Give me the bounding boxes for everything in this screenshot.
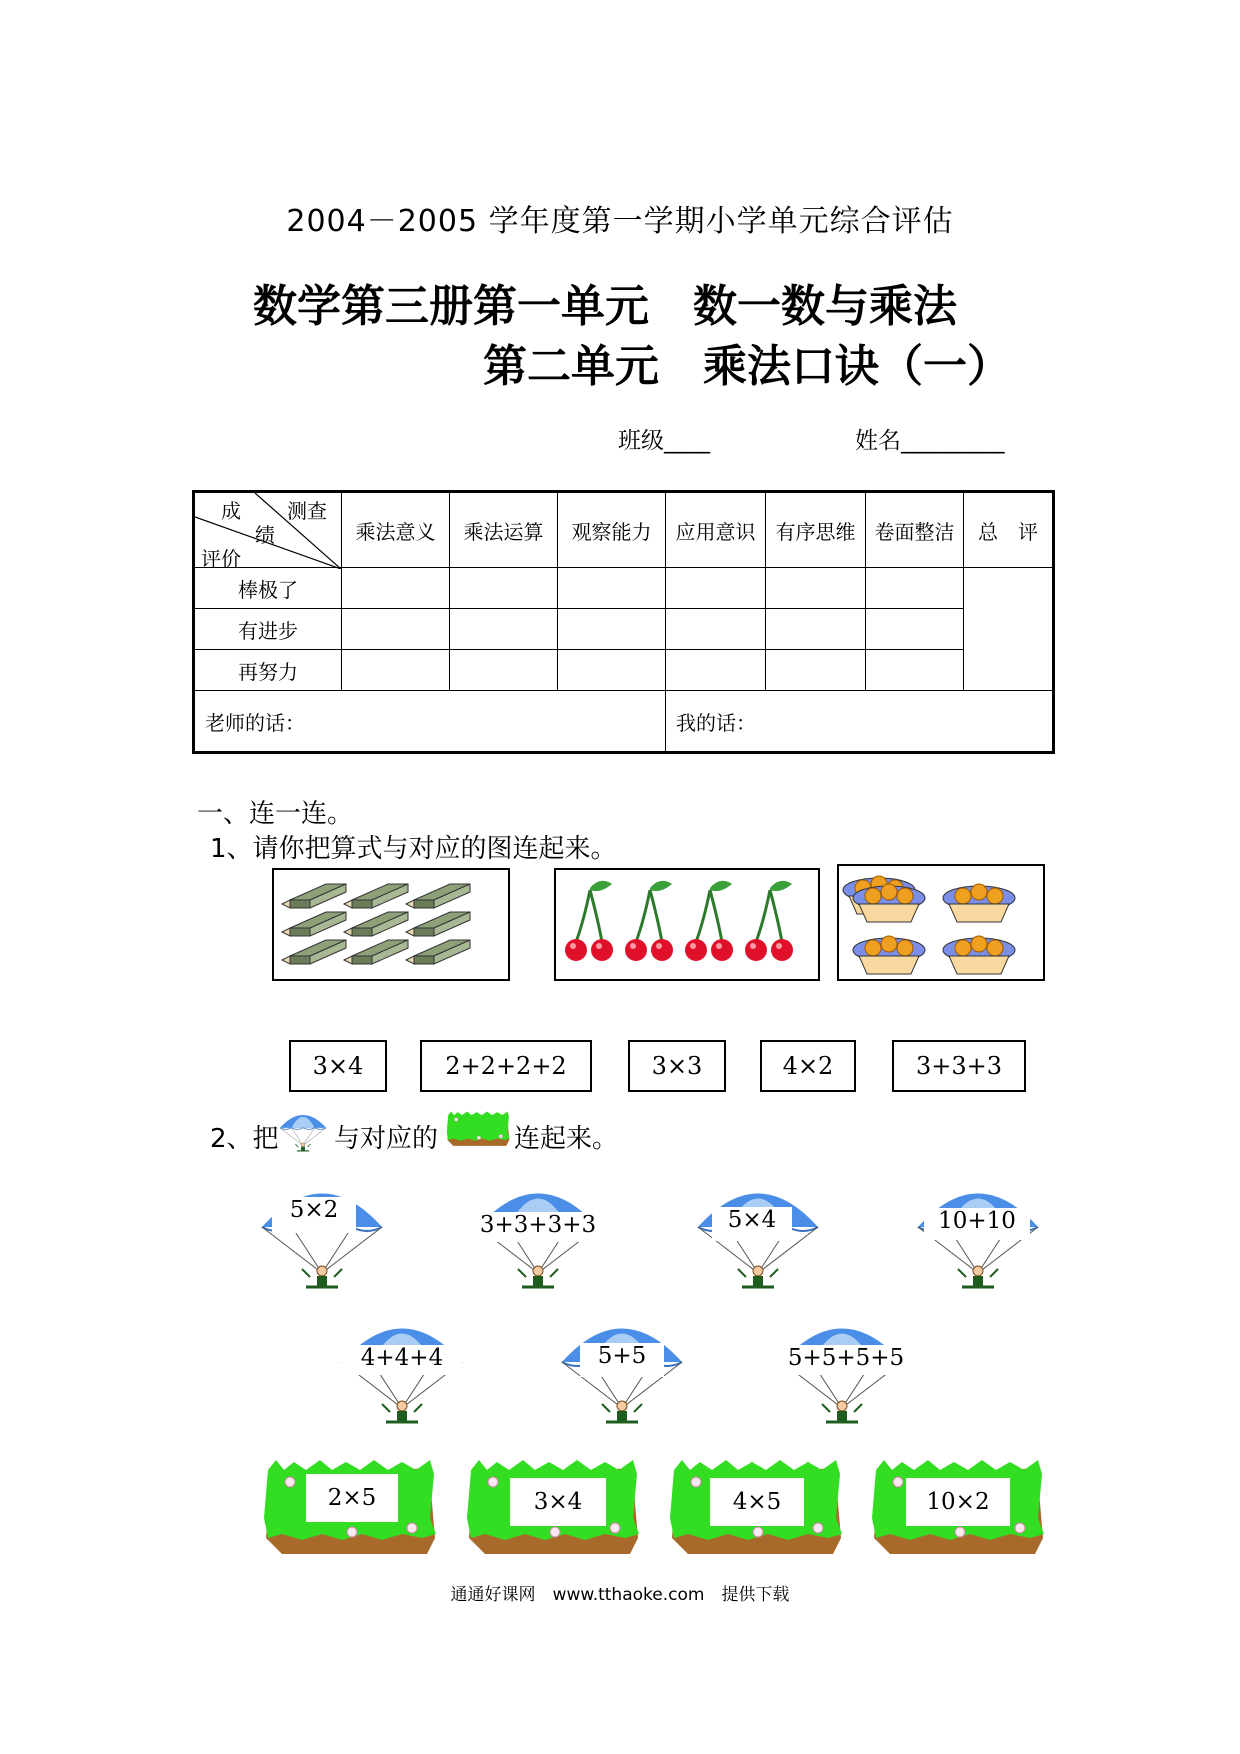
column-header-overall: 总 评 <box>964 492 1054 568</box>
picture-box-flower-baskets[interactable] <box>837 864 1045 981</box>
picture-box-pencils[interactable] <box>272 868 510 981</box>
column-header: 应用意识 <box>666 492 766 568</box>
column-header: 乘法运算 <box>450 492 558 568</box>
score-cell[interactable] <box>766 609 866 650</box>
score-cell[interactable] <box>342 568 450 609</box>
parachute-expression[interactable]: 5+5 <box>580 1343 664 1377</box>
teacher-comment-cell[interactable]: 老师的话： <box>194 691 666 753</box>
row-label: 棒极了 <box>194 568 342 609</box>
picture-box-cherries[interactable] <box>554 868 820 981</box>
score-cell[interactable] <box>342 609 450 650</box>
row-label: 有进步 <box>194 609 342 650</box>
name-field[interactable]: 姓名_________ <box>855 428 1005 454</box>
column-header: 有序思维 <box>766 492 866 568</box>
cherries-icon <box>556 870 818 979</box>
expression-box[interactable]: 4×2 <box>760 1040 856 1092</box>
score-cell[interactable] <box>666 650 766 691</box>
flower-baskets-icon <box>839 866 1043 979</box>
parachute-expression[interactable]: 5+5+5+5 <box>772 1345 920 1375</box>
overall-score-cell[interactable] <box>964 568 1054 691</box>
table-corner-header <box>194 492 342 571</box>
pencils-icon <box>274 870 508 979</box>
school-year-title: 2004－2005 学年度第一学期小学单元综合评估 <box>286 204 954 239</box>
score-cell[interactable] <box>450 650 558 691</box>
score-cell[interactable] <box>558 568 666 609</box>
parachute-expression[interactable]: 5×2 <box>272 1197 356 1233</box>
grass-icon <box>446 1110 510 1148</box>
corner-label-evaluation: 评价 <box>201 547 241 571</box>
parachute-icon <box>276 1104 330 1154</box>
corner-label-score-2: 绩 <box>255 523 275 547</box>
unit-title-line-1: 数学第三册第一单元 数一数与乘法 <box>253 281 957 332</box>
score-cell[interactable] <box>666 568 766 609</box>
parachute-expression[interactable]: 3+3+3+3 <box>460 1212 616 1242</box>
section-title: 一、连一连。 <box>197 799 354 829</box>
score-cell[interactable] <box>766 650 866 691</box>
grass-expression[interactable]: 2×5 <box>306 1474 398 1522</box>
grass-expression[interactable]: 10×2 <box>906 1478 1010 1526</box>
parachute-expression[interactable]: 5×4 <box>712 1207 792 1241</box>
score-cell[interactable] <box>666 609 766 650</box>
score-cell[interactable] <box>766 568 866 609</box>
expression-box[interactable]: 3×3 <box>628 1040 726 1092</box>
score-cell[interactable] <box>866 609 964 650</box>
expression-box[interactable]: 3+3+3 <box>892 1040 1026 1092</box>
score-cell[interactable] <box>558 650 666 691</box>
footer-credit: 通通好课网 www.tthaoke.com 提供下载 <box>450 1585 790 1605</box>
grass-expression[interactable]: 4×5 <box>710 1478 804 1526</box>
parachute-expression[interactable]: 10+10 <box>924 1208 1030 1240</box>
parachute-expression[interactable]: 4+4+4 <box>342 1345 462 1375</box>
question-2-middle: 与对应的 <box>334 1124 439 1154</box>
question-1-prompt: 1、请你把算式与对应的图连起来。 <box>210 834 617 864</box>
expression-box[interactable]: 3×4 <box>289 1040 387 1092</box>
student-comment-cell[interactable]: 我的话： <box>666 691 1054 753</box>
evaluation-table <box>192 490 1055 754</box>
score-cell[interactable] <box>342 650 450 691</box>
question-2-suffix: 连起来。 <box>514 1124 619 1154</box>
expression-box[interactable]: 2+2+2+2 <box>420 1040 592 1092</box>
column-header: 卷面整洁 <box>866 492 964 568</box>
score-cell[interactable] <box>450 609 558 650</box>
row-label: 再努力 <box>194 650 342 691</box>
score-cell[interactable] <box>558 609 666 650</box>
corner-label-score-1: 成 <box>221 499 241 523</box>
corner-label-test: 测查 <box>287 499 327 523</box>
score-cell[interactable] <box>866 650 964 691</box>
column-header: 观察能力 <box>558 492 666 568</box>
question-2-prefix: 2、把 <box>210 1124 279 1154</box>
column-header: 乘法意义 <box>342 492 450 568</box>
unit-title-line-2: 第二单元 乘法口诀（一） <box>483 341 1011 392</box>
grass-expression[interactable]: 3×4 <box>510 1478 606 1526</box>
score-cell[interactable] <box>866 568 964 609</box>
score-cell[interactable] <box>450 568 558 609</box>
class-field[interactable]: 班级____ <box>618 428 710 454</box>
